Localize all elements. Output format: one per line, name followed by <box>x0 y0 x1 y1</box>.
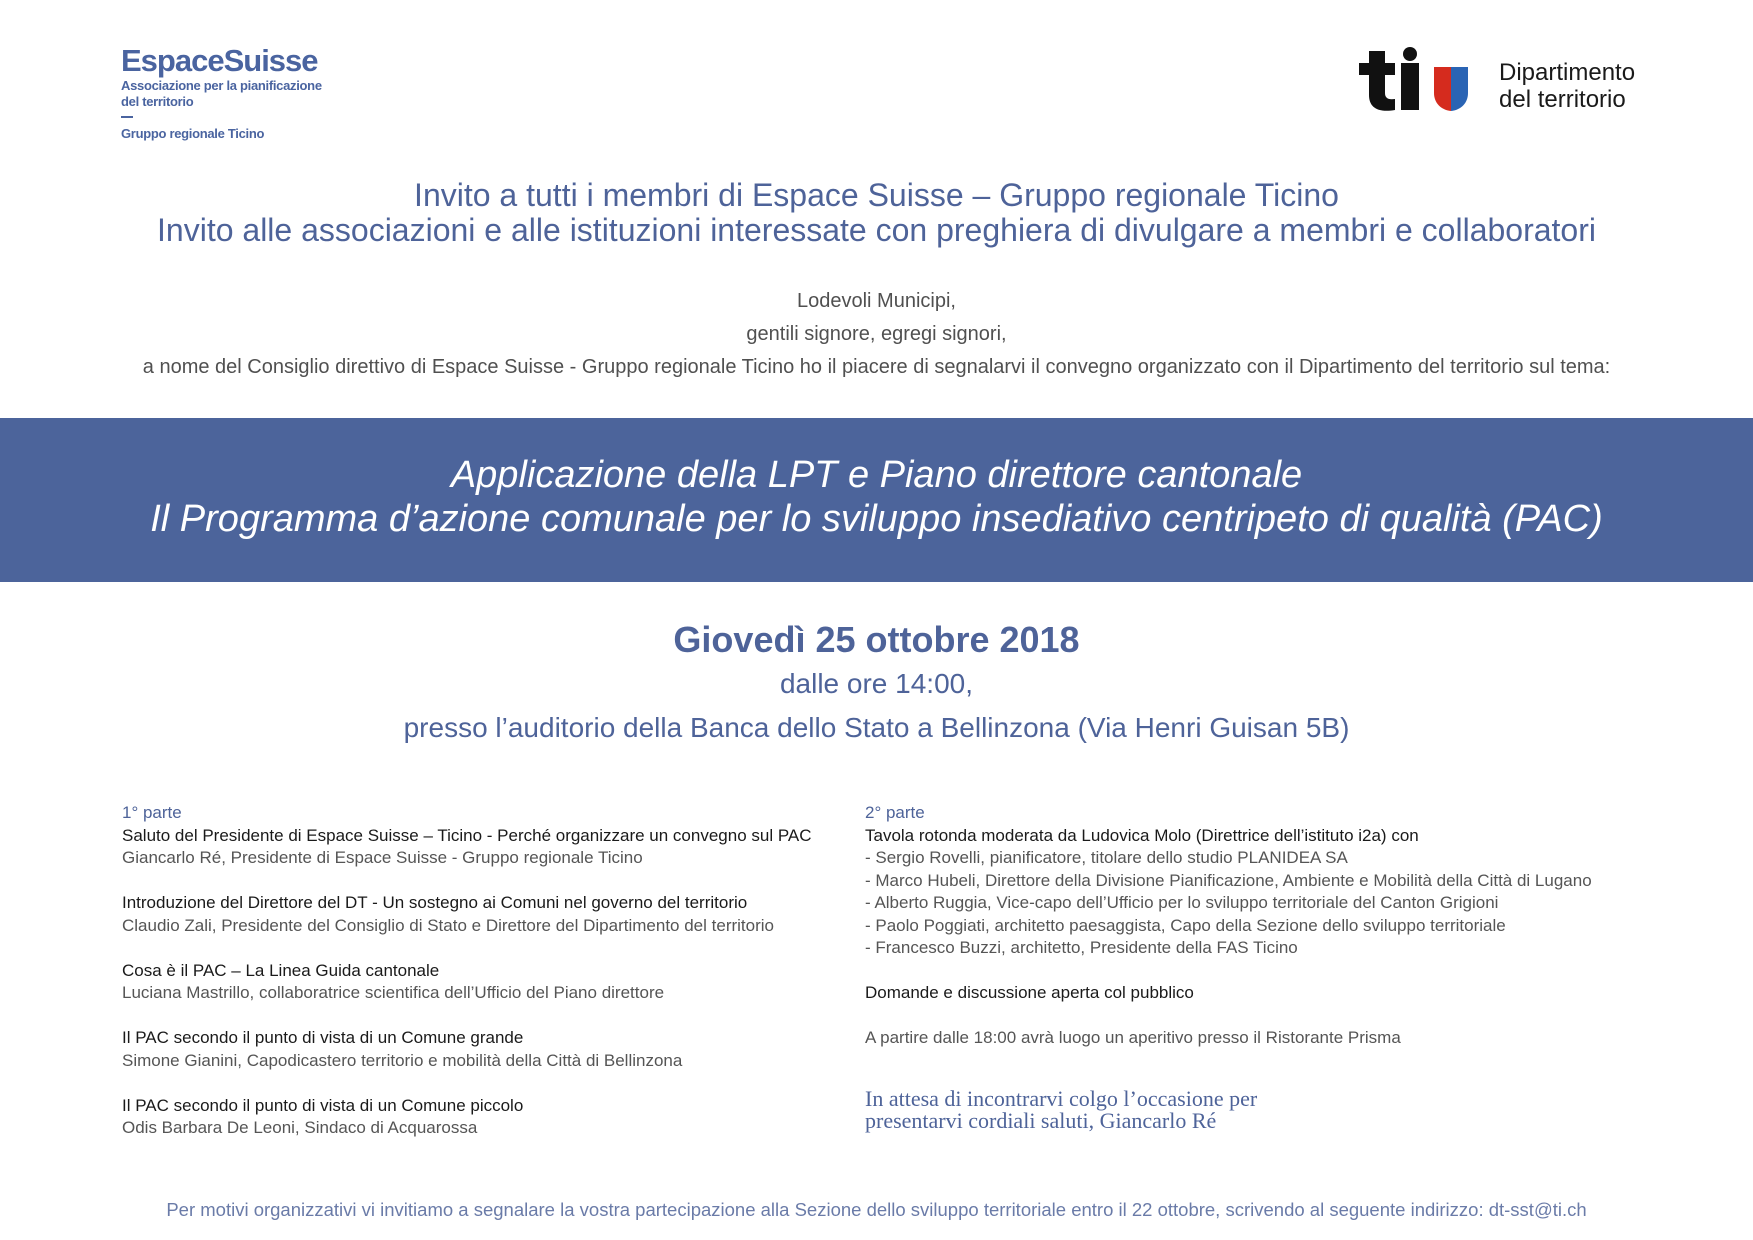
discussion-title: Domande e discussione aperta col pubblico <box>865 983 1194 1002</box>
round-table-title: Tavola rotonda moderata da Ludovica Molo (Direttrice dell’istituto i2a) con <box>865 825 1419 845</box>
aperitivo-note: A partire dalle 18:00 avrà luogo un aperitivo presso il Ristorante Prisma <box>865 1028 1401 1047</box>
banner-title-1: Applicazione della LPT e Piano direttore cantonale <box>450 454 1303 496</box>
intro-heading-2: Invito alle associazioni e alle istituzioni interessate con preghiera di divulgare a membri e collaboratori <box>157 212 1596 248</box>
dept-line-1: Dipartimento <box>1499 59 1636 86</box>
ticino-dt-logo <box>1355 47 1655 117</box>
program-item-speaker: Giancarlo Ré, Presidente di Espace Suisse - Gruppo regionale Ticino <box>122 848 643 867</box>
closing-line-2: presentarvi cordiali saluti, Giancarlo Ré <box>865 1108 1217 1133</box>
greeting-line-1: Lodevoli Municipi, <box>797 290 956 312</box>
panelist-item: - Marco Hubeli, Direttore della Divisione Pianificazione, Ambiente e Mobilità della Città di Lugano <box>865 870 1592 890</box>
panelist-item: - Alberto Ruggia, Vice-capo dell’Ufficio per lo sviluppo territoriale del Canton Grigioni <box>865 893 1499 912</box>
event-place: presso l’auditorio della Banca dello Stato a Bellinzona (Via Henri Guisan 5B) <box>403 712 1350 743</box>
program-item-title: Cosa è il PAC – La Linea Guida cantonale <box>122 960 440 980</box>
program-part-2 <box>865 802 1645 1132</box>
greeting-line-3: a nome del Consiglio direttivo di Espace Suisse - Gruppo regionale Ticino ho il piacere di segnalarvi il convegno organizzato con il Dipartimento del territorio sul tema: <box>142 356 1611 378</box>
program-item-title: Saluto del Presidente di Espace Suisse – Ticino - Perché organizzare un convegno sul PAC <box>122 825 812 845</box>
closing-line-1: In attesa di incontrarvi colgo l’occasione per <box>865 1086 1258 1111</box>
logo-divider <box>121 116 133 118</box>
logo-line-2: del territorio <box>121 94 194 109</box>
event-time: dalle ore 14:00, <box>779 668 974 699</box>
program-item-title: Il PAC secondo il punto di vista di un Comune grande <box>122 1028 524 1047</box>
logo-line-1: Associazione per la pianificazione <box>121 78 322 93</box>
dept-line-2: del territorio <box>1499 86 1626 113</box>
intro-heading-1: Invito a tutti i membri di Espace Suisse – Gruppo regionale Ticino <box>414 177 1339 213</box>
part-1-label: 1° parte <box>122 803 182 822</box>
panelist-item: - Francesco Buzzi, architetto, Presidente della FAS Ticino <box>865 938 1298 957</box>
program-item-title: Introduzione del Direttore del DT - Un sostegno ai Comuni nel governo del territorio <box>122 893 748 912</box>
program-item-title: Il PAC secondo il punto di vista di un Comune piccolo <box>122 1095 524 1115</box>
logo-brand: EspaceSuisse <box>121 43 318 78</box>
program-item-speaker: Claudio Zali, Presidente del Consiglio di Stato e Direttore del Dipartimento del territorio <box>122 915 774 935</box>
part-2-label: 2° parte <box>865 803 925 822</box>
program-item-speaker: Luciana Mastrillo, collaboratrice scientifica dell’Ufficio del Piano direttore <box>122 983 665 1002</box>
espacesuisse-logo <box>121 44 322 142</box>
dept-name <box>1499 59 1635 113</box>
banner-title-2: Il Programma d’azione comunale per lo sviluppo insediativo centripeto di qualità (PAC) <box>150 498 1603 540</box>
program-item-speaker: Odis Barbara De Leoni, Sindaco di Acquarossa <box>122 1118 478 1137</box>
event-date: Giovedì 25 ottobre 2018 <box>673 619 1080 660</box>
logo-line-3: Gruppo regionale Ticino <box>121 126 265 141</box>
program-item-speaker: Simone Gianini, Capodicastero territorio e mobilità della Città di Bellinzona <box>122 1050 683 1070</box>
program-part-1 <box>122 802 842 1140</box>
greeting-line-2: gentili signore, egregi signori, <box>746 323 1007 345</box>
panelist-item: - Paolo Poggiati, architetto paesaggista, Capo della Sezione dello sviluppo territoriale <box>865 915 1506 935</box>
panelist-item: - Sergio Rovelli, pianificatore, titolare dello studio PLANIDEA SA <box>865 848 1348 867</box>
ti-logo-icon <box>1355 47 1491 113</box>
footer-note: Per motivi organizzativi vi invitiamo a segnalare la vostra partecipazione alla Sezione dello sviluppo territoriale entro il 22 ottobre, scrivendo al seguente indirizzo: dt-sst@ti.ch <box>166 1199 1587 1220</box>
